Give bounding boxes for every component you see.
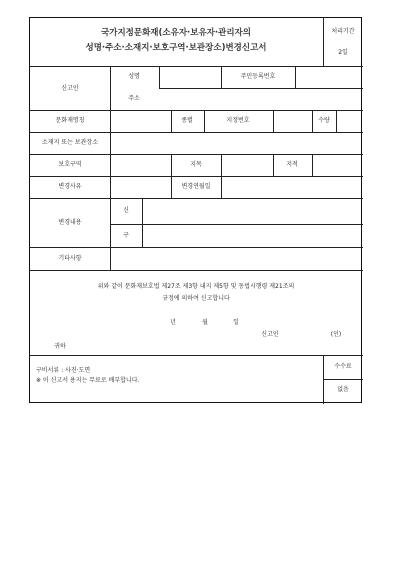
address-field[interactable] <box>163 92 359 108</box>
location-field[interactable] <box>114 136 359 152</box>
col-divider <box>110 176 111 198</box>
new-content-label: 신 <box>123 207 129 214</box>
address-label: 주소 <box>128 95 140 102</box>
old-content-field[interactable] <box>146 227 359 245</box>
row-divider <box>30 66 363 67</box>
other-label: 기타사항 <box>58 255 82 262</box>
row-divider <box>30 355 363 356</box>
col-divider <box>295 66 296 88</box>
attachments-note: 구비서류 : 사진·도면 <box>36 367 91 374</box>
col-divider <box>110 198 111 247</box>
resident-number-field[interactable] <box>298 70 360 86</box>
date-year-label: 년 <box>170 319 176 326</box>
location-label: 소재지 또는 보관장소 <box>42 139 98 146</box>
change-report-form <box>29 17 362 403</box>
protection-zone-label: 보호구역 <box>58 161 82 168</box>
land-category-label: 지목 <box>190 161 202 168</box>
date-day-label: 일 <box>233 319 239 326</box>
col-divider <box>221 154 222 176</box>
other-field[interactable] <box>114 251 359 267</box>
heritage-name-label: 문화재명칭 <box>55 117 85 124</box>
col-divider <box>312 110 313 132</box>
signer-label: 신고인 <box>261 331 279 338</box>
name-field[interactable] <box>165 70 219 86</box>
row-divider <box>30 154 363 155</box>
col-divider <box>159 66 160 88</box>
col-divider <box>142 198 143 247</box>
col-divider <box>336 110 337 132</box>
row-divider <box>110 224 363 225</box>
col-divider <box>110 154 111 176</box>
col-divider <box>273 110 274 132</box>
col-divider <box>171 154 172 176</box>
row-divider <box>30 132 363 133</box>
form-title-line1: 국가지정문화재(소유자·보유자·관리자의 <box>101 28 251 38</box>
row-divider <box>30 247 363 248</box>
row-divider <box>30 176 363 177</box>
change-content-label: 변경내용 <box>58 219 82 226</box>
form-title-line2: 성명·주소·소재지·보호구역·보관장소)변경신고서 <box>85 43 267 53</box>
row-divider <box>159 88 363 89</box>
resident-number-label: 주민등록번호 <box>240 73 276 80</box>
row-divider <box>30 110 363 111</box>
row-divider <box>30 270 363 271</box>
change-date-label: 변경연월일 <box>181 183 211 190</box>
reporter-label: 신고인 <box>61 85 79 92</box>
declaration-line2: 규정에 의하여 신고합니다 <box>162 295 230 302</box>
col-divider <box>110 247 111 270</box>
date-month-label: 월 <box>202 319 208 326</box>
free-distribution-note: ※ 이 신고서 용지는 무료로 배부합니다. <box>36 377 140 384</box>
name-label: 성명 <box>128 73 140 80</box>
new-content-field[interactable] <box>146 201 359 221</box>
col-divider <box>171 110 172 132</box>
old-content-label: 구 <box>123 232 129 239</box>
col-divider <box>323 18 324 66</box>
fee-label: 수수료 <box>334 363 352 370</box>
heritage-name-field[interactable] <box>114 114 168 130</box>
row-divider <box>323 379 363 380</box>
col-divider <box>323 355 324 404</box>
processing-period-value: 2일 <box>338 49 348 56</box>
col-divider <box>312 154 313 176</box>
col-divider <box>110 132 111 154</box>
quantity-label: 수량 <box>318 117 330 124</box>
fee-value: 없음 <box>337 386 349 393</box>
designation-number-label: 지정번호 <box>226 117 250 124</box>
col-divider <box>110 110 111 132</box>
seal-label: (인) <box>330 331 342 338</box>
cadastral-area-label: 지적 <box>286 161 298 168</box>
type-label: 종별 <box>181 117 193 124</box>
change-reason-label: 변경사유 <box>58 183 82 190</box>
row-divider <box>30 198 363 199</box>
col-divider <box>221 66 222 88</box>
col-divider <box>273 154 274 176</box>
col-divider <box>204 110 205 132</box>
col-divider <box>171 176 172 198</box>
col-divider <box>221 176 222 198</box>
declaration-line1: 위와 같이 문화재보호법 제27조 제3항 내지 제5항 및 동법시행령 제21조의 <box>97 283 295 290</box>
processing-period-label: 처리기간 <box>331 28 355 35</box>
recipient-label: 귀하 <box>54 343 66 350</box>
